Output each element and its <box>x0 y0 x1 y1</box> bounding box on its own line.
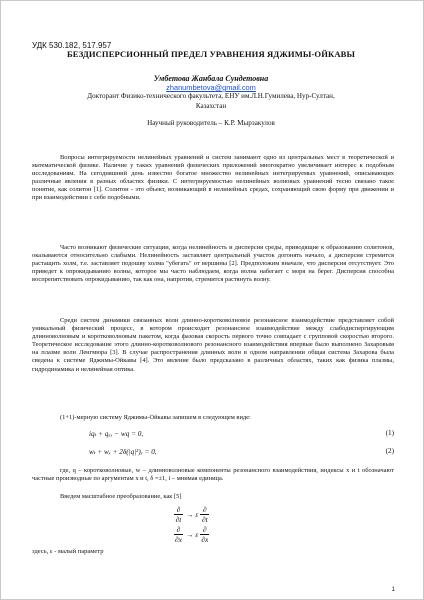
supervisor: Научный руководитель – К.Р. Мырзакулов <box>147 119 275 127</box>
epsilon-note: здесь, ε - малый параметр <box>32 548 104 555</box>
affiliation-line: Докторант Физико-технического факультета, ЕНУ им.Л.Н.Гумилева, Нур-Султан, <box>87 92 335 100</box>
affiliation-line: Казахстан <box>195 101 227 110</box>
arrow-epsilon: → ε <box>186 509 199 519</box>
paragraph-intro: Вопросы интегрируемости нелинейных уравнений и систем занимают одно из центральных мест в теоретической и математической физике. Наличие у таких уравнений физических приложений многократно увеличивает интерес к подобным исследованиям. На сегодняшний день известно богатое множество нелинейных интегрируемых уравнений, описывающих различные явления в разных областях физики. С интегрируемостью нелинейных волновых уравнений тесно связано такое понятие, как солитон [1]. Солитон - это объект, возникающий в нелинейных средах, сохраняющий свою форму при движении и при взаимодействии с себе подобными. <box>32 154 394 202</box>
equation-number: (1) <box>385 429 394 437</box>
author-email-link[interactable]: zhanumbetova@gmail.com <box>166 83 256 92</box>
derivative-fraction: $\frac{\partial}{\partial t}$ <box>201 504 208 524</box>
udk-code: УДК 530.182, 517.957 <box>32 41 112 50</box>
author-name: Умбетова Жанбала Сундетовна <box>153 74 269 83</box>
paper-title: БЕЗДИСПЕРСИОННЫЙ ПРЕДЕЛ УРАВНЕНИЯ ЯДЖИМЫ-ОЙКАВЫ <box>67 49 355 59</box>
paragraph-system-intro: (1+1)-мерную систему Яджимы-Ойкавы запишем в следующем виде: <box>60 414 251 421</box>
equation-text: iqₜ + qₓₓ − wq = 0, <box>89 430 144 438</box>
derivative-fraction: $\frac{\partial}{\partial t}$ <box>175 504 182 524</box>
scaling-row-t <box>174 504 212 524</box>
arrow-epsilon: → ε <box>186 529 199 539</box>
equation-text: wₜ + wₓ + 2δ(|q|²)ₓ = 0, <box>89 448 157 456</box>
page-number: 1 <box>391 587 395 593</box>
paragraph-definitions: где, q – коротковолновые, w – длинноволновые компоненты резонансного взаимодействия, индексы x и t обозначают частные производные по аргументам x и t, δ =±1, i – мнимая единица. <box>32 467 394 483</box>
affiliation <box>31 92 391 111</box>
equation-1 <box>89 429 394 438</box>
paragraph-dispersion: Часто возникают физические ситуации, когда нелинейность и дисперсия среды, приводящие к образованию солитонов, оказываются относительно слабыми. Нелинейность заставляет центральный участок догонять начало, а дисперсия стремится растащить холм, т.е. заставляет подошву холма "убегать" от вершины [2]. Предположим вначале, что дисперсия отсутствует. Это приведет к опрокидыванию волны, которое мы часто наблюдаем, когда волна набегает с моря на берег. Дисперсия способна воспрепятствовать опрокидыванию, так как она, напротив, стремится растянуть волну. <box>32 244 394 284</box>
paragraph-scaling: Введем масштабное преобразование, как [5] <box>60 493 182 500</box>
derivative-fraction: $\frac{\partial}{\partial x}$ <box>201 524 209 544</box>
equation-number: (2) <box>385 447 394 455</box>
scaling-transform <box>174 504 212 544</box>
equation-2 <box>89 447 394 456</box>
scaling-row-x <box>174 524 212 544</box>
derivative-fraction: $\frac{\partial}{\partial x}$ <box>174 524 183 544</box>
paragraph-resonance: Среди систем динамики связанных волн длинно-коротковолновое резонансное взаимодействие представляет собой уникальный физический процесс, в котором происходит резонансное взаимодействие между слабодиспергирующим длинноволновым и коротковолновым пакетом, когда фазовая скорость первого точно совпадает с групповой скоростью второго. Теоретическое исследование этого длинно-коротковолнового резонансного взаимодействия впервые было выполнено Захаровым на плазме волн Ленгмюра [3]. В случае распространения длинных волн в одном направлении общая система Захарова была сведена к системе Яджимы-Ойкавы [4]. Это явление было предсказано в различных областях, таких как физика плазмы, гидродинамика и нелинейная оптика. <box>32 317 394 373</box>
